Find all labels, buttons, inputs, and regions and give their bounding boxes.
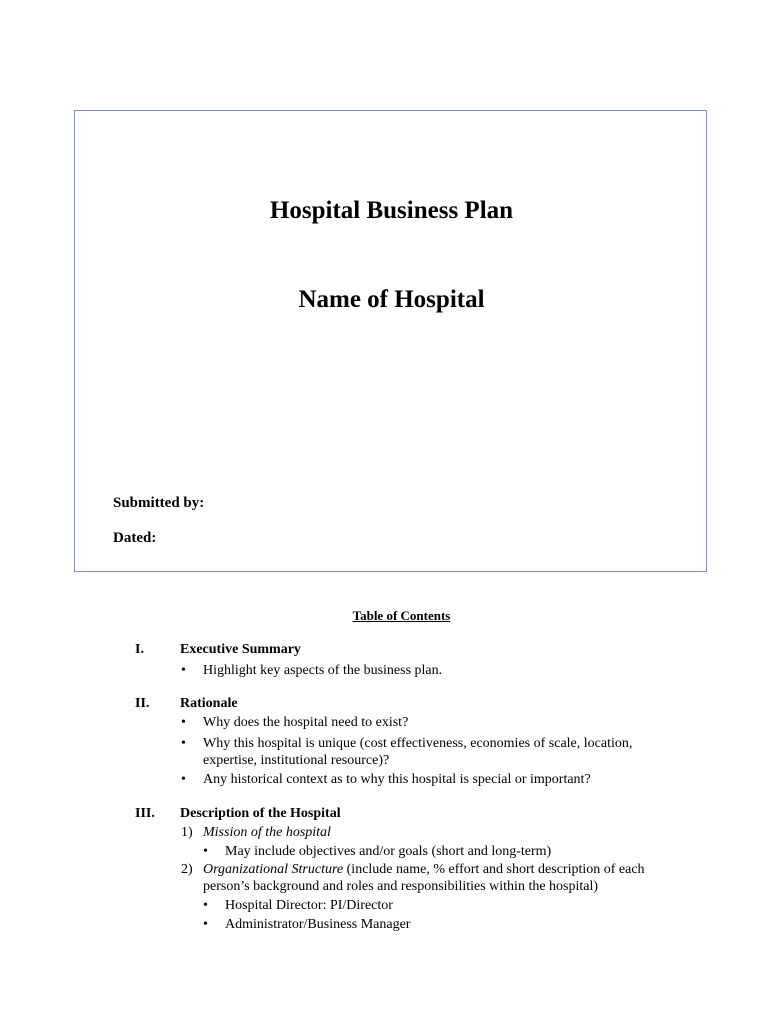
list-item: • Any historical context as to why this hospital is special or important? <box>203 771 591 788</box>
numbered-item <box>181 861 645 878</box>
item-label-continuation: person’s background and roles and responsibilities within the hospital) <box>203 879 599 894</box>
numbered-item <box>181 824 331 841</box>
cover-box <box>74 110 707 572</box>
list-item-continuation: expertise, institutional resource)? <box>203 753 390 768</box>
list-item: • May include objectives and/or goals (short and long-term) <box>225 843 551 860</box>
list-item: • Administrator/Business Manager <box>225 916 410 933</box>
section-heading: Rationale <box>180 696 238 711</box>
list-item: • Highlight key aspects of the business plan. <box>203 662 442 679</box>
section-number: II. <box>135 696 150 711</box>
list-item: • Hospital Director: PI/Director <box>225 897 393 914</box>
item-number: 1) <box>181 825 193 840</box>
item-label: Organizational Structure <box>203 862 344 877</box>
section-number: III. <box>135 806 155 821</box>
section-heading: Executive Summary <box>180 642 301 657</box>
hospital-name: Name of Hospital <box>298 286 485 313</box>
section-heading: Description of the Hospital <box>180 806 341 821</box>
section-number: I. <box>135 642 144 657</box>
dated-label: Dated: <box>113 530 157 546</box>
list-item: • Why this hospital is unique (cost effectiveness, economies of scale, location, <box>203 735 632 752</box>
item-label: Mission of the hospital <box>203 825 331 840</box>
item-number: 2) <box>181 862 193 877</box>
list-item: • Why does the hospital need to exist? <box>203 714 408 731</box>
document-title: Hospital Business Plan <box>269 197 514 224</box>
toc-title: Table of Contents <box>352 608 451 623</box>
item-label-rest: (include name, % effort and short description of each <box>343 862 645 877</box>
submitted-by-label: Submitted by: <box>113 495 205 511</box>
